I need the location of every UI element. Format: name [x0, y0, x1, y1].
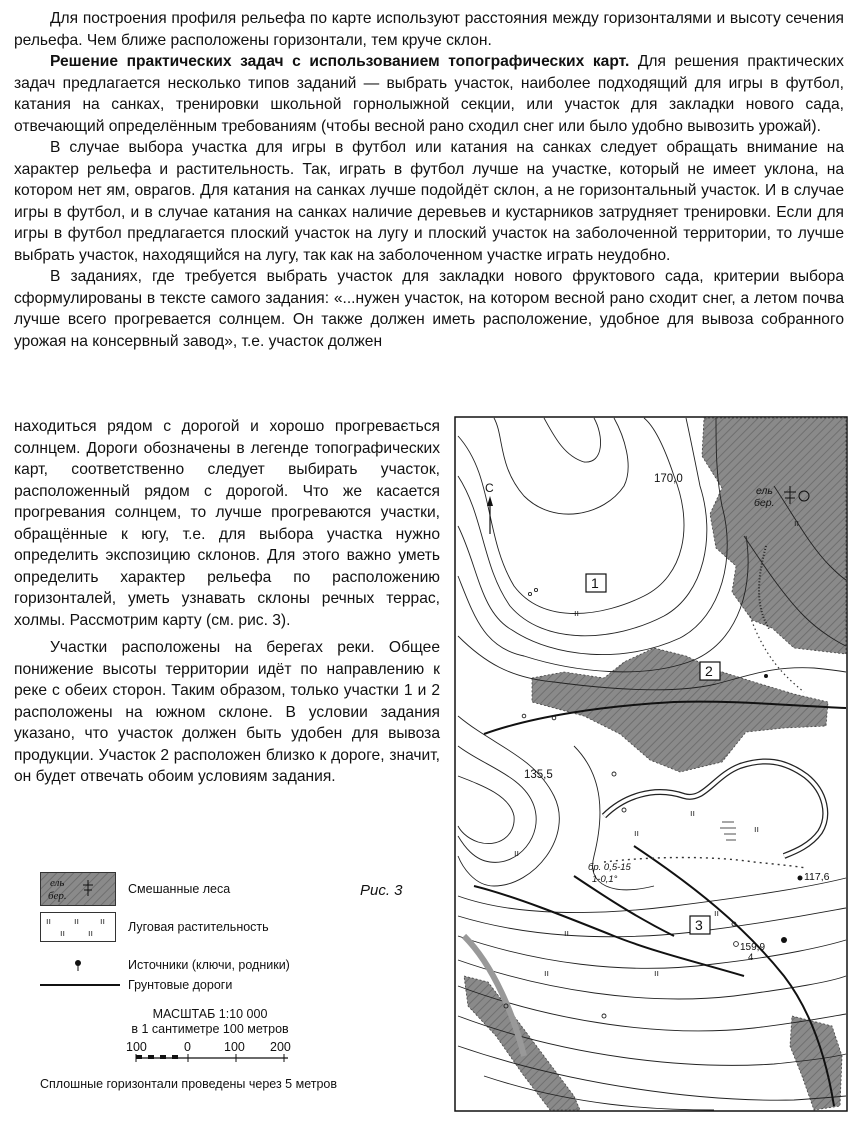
- ford-label-2: 1-0,1°: [592, 874, 618, 885]
- svg-text:ıı: ıı: [100, 916, 106, 926]
- spring-icon-2: [798, 876, 803, 881]
- plot-1-number: 1: [591, 575, 599, 591]
- legend-forest-symbol-2: бер.: [48, 890, 67, 902]
- svg-text:ıı: ıı: [634, 828, 640, 838]
- elevation-170: 170,0: [654, 473, 683, 485]
- elevation-117: 117,6: [804, 871, 830, 883]
- topographic-map: [454, 416, 848, 1112]
- plot-3: [690, 916, 710, 934]
- plot-2: [700, 662, 720, 680]
- top-text: [14, 8, 844, 352]
- spring-icon-3: [764, 674, 768, 678]
- svg-text:ıı: ıı: [794, 518, 800, 528]
- plot-2-number: 2: [705, 663, 713, 679]
- spring-symbol-icon: [40, 958, 116, 972]
- meadow-swatch: [40, 912, 116, 942]
- road-symbol-icon: [40, 980, 120, 990]
- scale-number-100: 100: [224, 1040, 245, 1054]
- plot-3-number: 3: [695, 917, 703, 933]
- paragraph-3: В случае выбора участка для игры в футбол или катания на санках следует обращать внимание на характер рельефа и растительность. Так, играть в футбол лучше на участке, который не имеет уклона, на котором нет ям, оврагов. Для катания на санках лучше подойдёт склон, а не горизонтальный участок. И в случае игры в футбол, и в случае катания на санках наличие деревьев и кустарников затрудняет тренировки. Если для игры в футбол предлагается плоский участок на лугу и плоский участок на заболоченной территории, то лучше выбрать участок, находящийся на лугу, так как на заболоченном участке играть неудобно.: [14, 139, 844, 264]
- paragraph-2-body: Для решения практических задач предлагается несколько типов заданий — выбрать участок, наиболее подходящий для игры в футбол, катания на санках, тренировки школьной горнолыжной секции, или участок для закладки нового сада, отвечающий определённым требованиям (чтобы весной рано сходил снег или было удобно вывозить урожай).: [14, 53, 844, 135]
- plot-1: [586, 574, 606, 592]
- elevation-135: 135,5: [524, 769, 553, 781]
- map-scale: [90, 1007, 330, 1037]
- svg-text:ıı: ıı: [46, 916, 52, 926]
- paragraph-4-continued: находиться рядом с дорогой и хорошо прогревається солнцем. Дороги обозначены в легенде топографических карт, соответственно следует выбирать участок, расположенный рядом с дорогой. Что же касается прогревания солнцем, то лучше прогреваются участки, обращённые к югу, т.е. для выбора участка нужно определить экспозицию склонов. Для этого важно уметь определить характер рельефа по расположению горизонталей, уметь узнавать склоны речных террас, холмы. Рассмотрим карту (см. рис. 3).: [14, 418, 440, 629]
- map-forest-label-1: ель: [756, 485, 773, 497]
- scale-number-200: 200: [270, 1040, 291, 1054]
- scale-bar: [128, 1052, 298, 1064]
- paragraph-1: Для построения профиля рельефа по карте используют расстояния между горизонталями и высоту сечения рельефа. Чем ближе расположены горизонтали, тем круче склон.: [14, 10, 844, 49]
- legend-meadow-label: Луговая растительность: [128, 920, 269, 934]
- legend-forest-symbol-1: ель: [50, 877, 65, 889]
- svg-text:ıı: ıı: [690, 808, 696, 818]
- svg-text:ıı: ıı: [574, 608, 580, 618]
- svg-text:ıı: ıı: [564, 928, 570, 938]
- map-forest-label-2: бер.: [754, 497, 775, 509]
- svg-text:ıı: ıı: [544, 968, 550, 978]
- forest-swatch: [40, 872, 116, 906]
- paragraph-5: Участки расположены на берегах реки. Общее понижение высоты территории идёт по направлению к реке с обеих сторон. Таким образом, только участки 1 и 2 расположены на южном склоне. В условии задания указано, что участок должен быть удобен для вывоза продукции. Участок 2 расположен близко к дороге, значит, он будет отвечать обоим условиям задания.: [14, 639, 440, 785]
- svg-text:ıı: ıı: [714, 908, 720, 918]
- paragraph-4: В заданиях, где требуется выбрать участок для закладки нового фруктового сада, критерии выбора сформулированы в тексте самого задания: «...нужен участок, на котором весной рано сходит снег, а летом почва лучше всего прогревается солнцем. Он также должен иметь расположение, удобное для вывоза собранного урожая на консервный завод», т.е. участок должен: [14, 268, 844, 350]
- elevation-159-sub: 4: [748, 952, 754, 963]
- svg-text:ıı: ıı: [514, 848, 520, 858]
- elevation-159: 159,9: [740, 942, 766, 953]
- scale-number-100-left: 100: [126, 1040, 147, 1054]
- svg-text:ıı: ıı: [88, 928, 94, 938]
- paragraph-2-heading: Решение практических задач с использованием топографических карт.: [50, 53, 630, 70]
- scale-subtitle: в 1 сантиметре 100 метров: [131, 1022, 289, 1036]
- scale-title: МАСШТАБ 1:10 000: [152, 1007, 268, 1021]
- north-label: С: [485, 481, 494, 495]
- spring-icon: [781, 937, 787, 943]
- paragraph-2: [14, 51, 844, 137]
- svg-text:ıı: ıı: [60, 928, 66, 938]
- svg-text:ıı: ıı: [74, 916, 80, 926]
- svg-text:ıı: ıı: [754, 824, 760, 834]
- legend-roads-label: Грунтовые дороги: [128, 978, 233, 992]
- left-column-text: [14, 416, 440, 788]
- svg-text:ıı: ıı: [654, 968, 660, 978]
- legend-forest-label: Смешанные леса: [128, 882, 231, 896]
- scale-number-0: 0: [184, 1040, 191, 1054]
- contour-interval-note: Сплошные горизонтали проведены через 5 метров: [40, 1077, 338, 1091]
- ford-label-1: бр. 0,5-15: [588, 862, 631, 873]
- legend-springs-label: Источники (ключи, родники): [128, 958, 290, 972]
- figure-caption: Рис. 3: [360, 882, 403, 899]
